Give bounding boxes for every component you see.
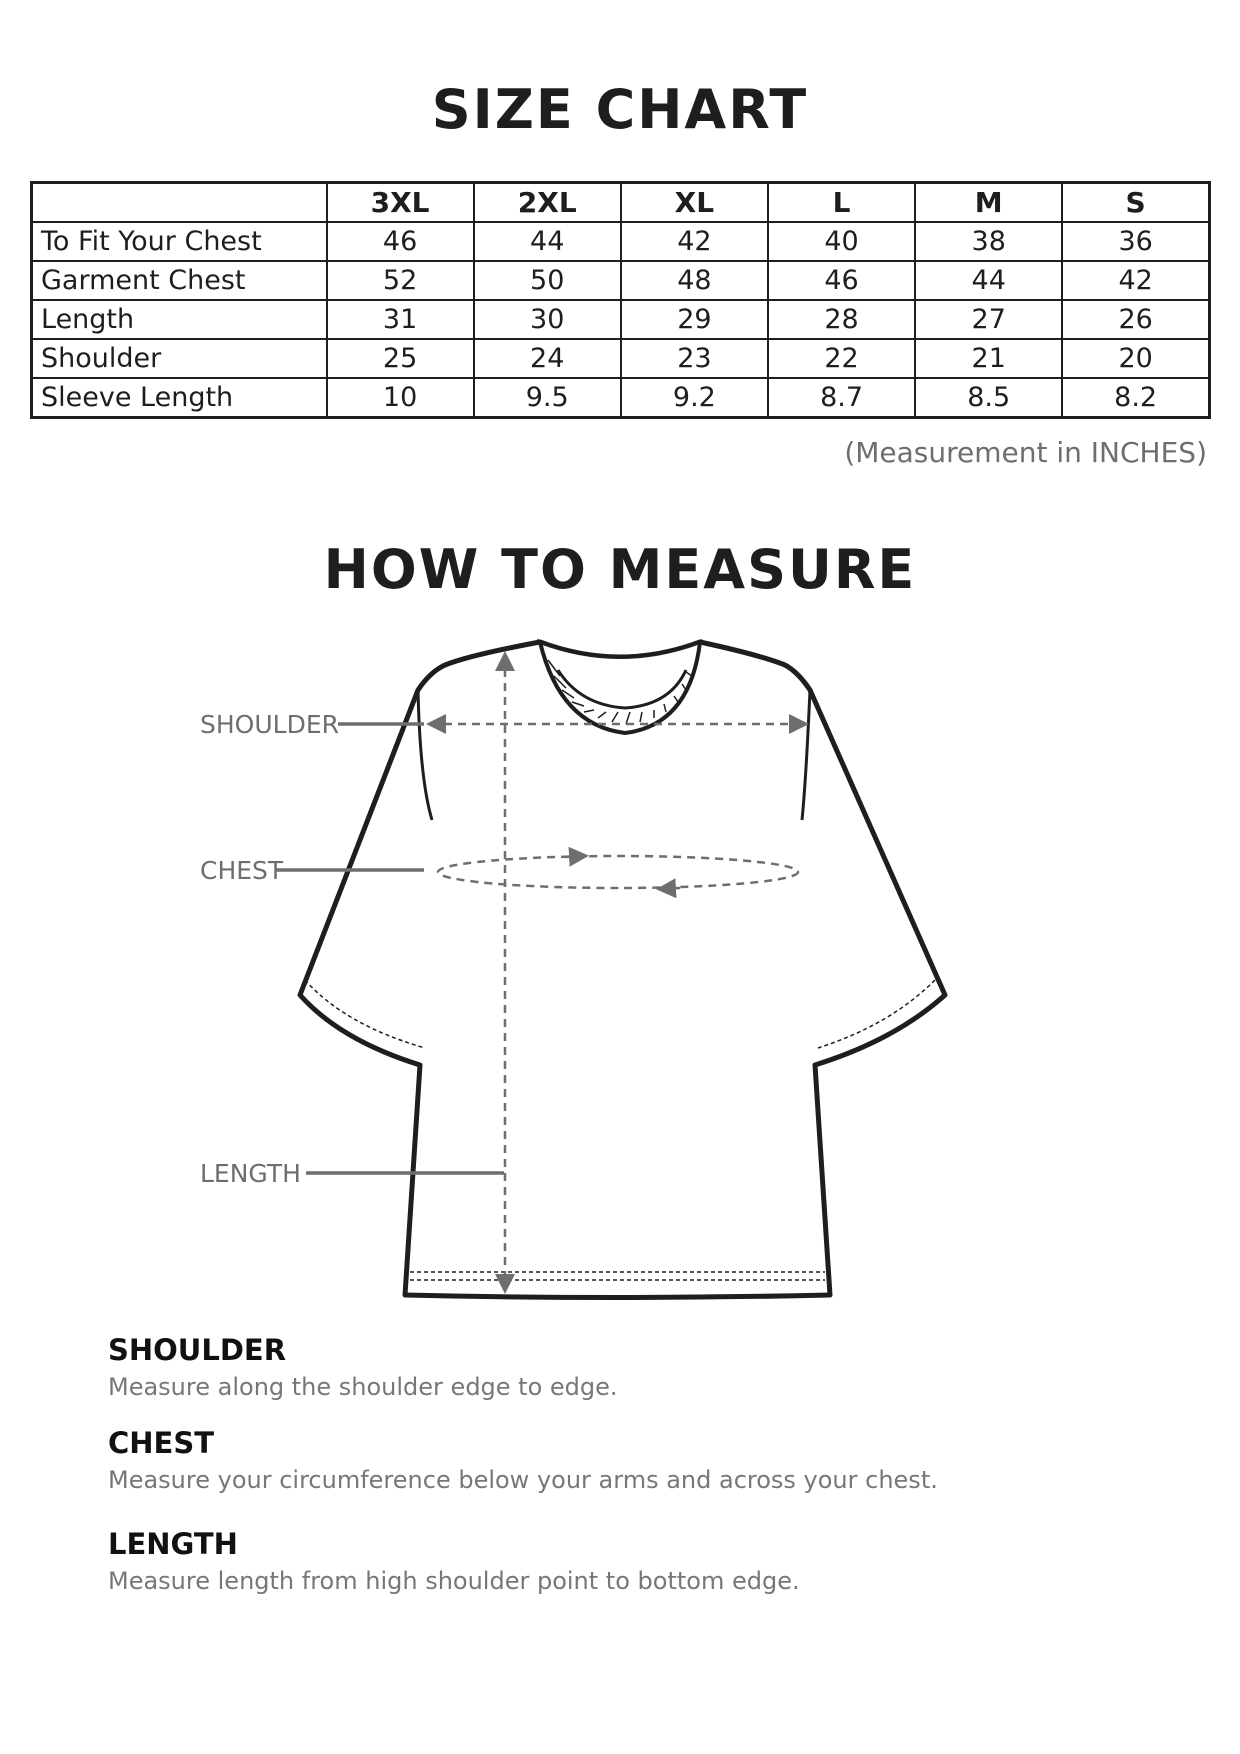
tshirt-outline <box>300 642 945 1298</box>
instruction-text: Measure your circumference below your arms and across your chest. <box>108 1466 938 1494</box>
size-header: 2XL <box>474 183 621 223</box>
diagram-label-chest: CHEST <box>200 856 284 885</box>
table-cell: 44 <box>915 261 1062 300</box>
row-label: Shoulder <box>32 339 327 378</box>
row-label: Garment Chest <box>32 261 327 300</box>
table-cell: 24 <box>474 339 621 378</box>
table-cell: 22 <box>768 339 915 378</box>
table-cell: 36 <box>1062 222 1209 261</box>
table-cell: 21 <box>915 339 1062 378</box>
table-cell: 9.2 <box>621 378 768 418</box>
instruction-length <box>108 1527 800 1595</box>
size-header: XL <box>621 183 768 223</box>
table-cell: 40 <box>768 222 915 261</box>
instruction-heading: LENGTH <box>108 1527 238 1561</box>
tshirt-diagram <box>0 620 1240 1320</box>
measurement-unit-note: (Measurement in INCHES) <box>844 436 1207 469</box>
instruction-chest <box>108 1426 938 1494</box>
table-cell: 26 <box>1062 300 1209 339</box>
table-cell: 31 <box>327 300 474 339</box>
row-label: Length <box>32 300 327 339</box>
table-cell: 42 <box>1062 261 1209 300</box>
size-chart-title: SIZE CHART <box>431 78 809 141</box>
diagram-label-length: LENGTH <box>200 1159 301 1188</box>
instruction-text: Measure along the shoulder edge to edge. <box>108 1373 618 1401</box>
table-cell: 8.7 <box>768 378 915 418</box>
table-cell: 52 <box>327 261 474 300</box>
chest-arrow-right <box>565 856 585 857</box>
table-cell: 29 <box>621 300 768 339</box>
table-row <box>32 378 1210 418</box>
table-cell: 9.5 <box>474 378 621 418</box>
row-label: To Fit Your Chest <box>32 222 327 261</box>
diagram-label-shoulder: SHOULDER <box>200 710 339 739</box>
table-cell: 50 <box>474 261 621 300</box>
size-header: M <box>915 183 1062 223</box>
chest-arrow-left <box>660 888 680 889</box>
table-row <box>32 339 1210 378</box>
table-cell: 46 <box>327 222 474 261</box>
table-cell: 28 <box>768 300 915 339</box>
size-chart-table <box>30 181 1211 419</box>
table-cell: 23 <box>621 339 768 378</box>
instruction-shoulder <box>108 1333 618 1401</box>
table-row <box>32 300 1210 339</box>
instruction-heading: CHEST <box>108 1426 215 1460</box>
table-cell: 25 <box>327 339 474 378</box>
instruction-text: Measure length from high shoulder point to bottom edge. <box>108 1567 800 1595</box>
row-label: Sleeve Length <box>32 378 327 418</box>
size-header: S <box>1062 183 1209 223</box>
table-cell: 30 <box>474 300 621 339</box>
table-header-row <box>32 183 1210 223</box>
size-header: 3XL <box>327 183 474 223</box>
table-cell: 38 <box>915 222 1062 261</box>
table-cell: 46 <box>768 261 915 300</box>
table-cell: 8.2 <box>1062 378 1209 418</box>
how-to-measure-title: HOW TO MEASURE <box>323 538 917 601</box>
table-cell: 27 <box>915 300 1062 339</box>
size-header: L <box>768 183 915 223</box>
table-corner-cell <box>32 183 327 223</box>
table-row <box>32 222 1210 261</box>
table-cell: 10 <box>327 378 474 418</box>
table-cell: 48 <box>621 261 768 300</box>
instruction-heading: SHOULDER <box>108 1333 287 1367</box>
table-cell: 42 <box>621 222 768 261</box>
table-cell: 20 <box>1062 339 1209 378</box>
table-cell: 8.5 <box>915 378 1062 418</box>
table-cell: 44 <box>474 222 621 261</box>
table-row <box>32 261 1210 300</box>
